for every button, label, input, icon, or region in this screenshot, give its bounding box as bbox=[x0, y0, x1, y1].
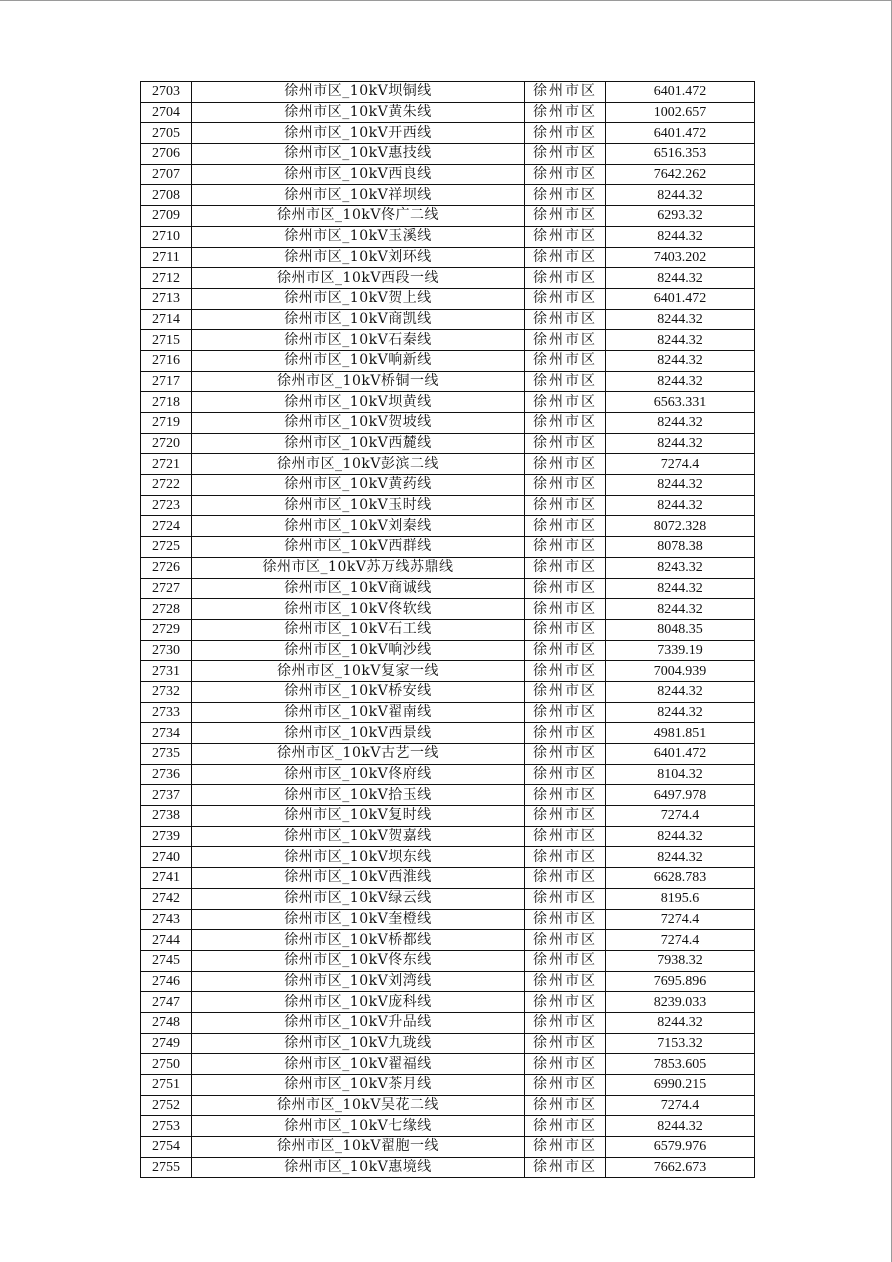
region-cell: 徐州市区 bbox=[525, 475, 606, 496]
row-id-cell: 2717 bbox=[141, 371, 192, 392]
value-cell: 6401.472 bbox=[606, 123, 755, 144]
line-name-cell: 徐州市区_10kV西群线 bbox=[192, 537, 525, 558]
region-cell: 徐州市区 bbox=[525, 1033, 606, 1054]
region-cell: 徐州市区 bbox=[525, 516, 606, 537]
row-id-cell: 2714 bbox=[141, 309, 192, 330]
value-cell: 7642.262 bbox=[606, 164, 755, 185]
line-name-cell: 徐州市区_10kV苏万线苏鼎线 bbox=[192, 557, 525, 578]
value-cell: 8078.38 bbox=[606, 537, 755, 558]
value-cell: 7274.4 bbox=[606, 909, 755, 930]
line-name-cell: 徐州市区_10kV刘湾线 bbox=[192, 971, 525, 992]
value-cell: 8244.32 bbox=[606, 433, 755, 454]
table-row bbox=[141, 371, 755, 392]
region-cell: 徐州市区 bbox=[525, 1054, 606, 1075]
region-cell: 徐州市区 bbox=[525, 619, 606, 640]
value-cell: 6628.783 bbox=[606, 868, 755, 889]
row-id-cell: 2754 bbox=[141, 1137, 192, 1158]
line-name-cell: 徐州市区_10kV开西线 bbox=[192, 123, 525, 144]
value-cell: 8244.32 bbox=[606, 350, 755, 371]
table-row bbox=[141, 847, 755, 868]
line-name-cell: 徐州市区_10kV佟府线 bbox=[192, 764, 525, 785]
value-cell: 8244.32 bbox=[606, 330, 755, 351]
table-row bbox=[141, 1137, 755, 1158]
region-cell: 徐州市区 bbox=[525, 226, 606, 247]
value-cell: 7274.4 bbox=[606, 454, 755, 475]
row-id-cell: 2738 bbox=[141, 806, 192, 827]
table-row bbox=[141, 868, 755, 889]
region-cell: 徐州市区 bbox=[525, 123, 606, 144]
region-cell: 徐州市区 bbox=[525, 888, 606, 909]
region-cell: 徐州市区 bbox=[525, 661, 606, 682]
line-name-cell: 徐州市区_10kV坝黄线 bbox=[192, 392, 525, 413]
region-cell: 徐州市区 bbox=[525, 206, 606, 227]
row-id-cell: 2708 bbox=[141, 185, 192, 206]
row-id-cell: 2705 bbox=[141, 123, 192, 144]
value-cell: 6579.976 bbox=[606, 1137, 755, 1158]
line-name-cell: 徐州市区_10kV庞科线 bbox=[192, 992, 525, 1013]
line-name-cell: 徐州市区_10kV桥都线 bbox=[192, 930, 525, 951]
line-name-cell: 徐州市区_10kV翟南线 bbox=[192, 702, 525, 723]
region-cell: 徐州市区 bbox=[525, 992, 606, 1013]
region-cell: 徐州市区 bbox=[525, 950, 606, 971]
table-row bbox=[141, 288, 755, 309]
table-row bbox=[141, 806, 755, 827]
value-cell: 1002.657 bbox=[606, 102, 755, 123]
value-cell: 8244.32 bbox=[606, 413, 755, 434]
value-cell: 7853.605 bbox=[606, 1054, 755, 1075]
table-row bbox=[141, 909, 755, 930]
row-id-cell: 2739 bbox=[141, 826, 192, 847]
value-cell: 4981.851 bbox=[606, 723, 755, 744]
table-row bbox=[141, 557, 755, 578]
table-row bbox=[141, 1012, 755, 1033]
region-cell: 徐州市区 bbox=[525, 826, 606, 847]
region-cell: 徐州市区 bbox=[525, 1095, 606, 1116]
region-cell: 徐州市区 bbox=[525, 1012, 606, 1033]
table-row bbox=[141, 1075, 755, 1096]
row-id-cell: 2753 bbox=[141, 1116, 192, 1137]
line-data-table bbox=[140, 81, 755, 1178]
value-cell: 8244.32 bbox=[606, 578, 755, 599]
value-cell: 6990.215 bbox=[606, 1075, 755, 1096]
line-name-cell: 徐州市区_10kV绿云线 bbox=[192, 888, 525, 909]
row-id-cell: 2732 bbox=[141, 681, 192, 702]
table-row bbox=[141, 247, 755, 268]
region-cell: 徐州市区 bbox=[525, 185, 606, 206]
value-cell: 8244.32 bbox=[606, 309, 755, 330]
value-cell: 6401.472 bbox=[606, 744, 755, 765]
table-row bbox=[141, 826, 755, 847]
value-cell: 6401.472 bbox=[606, 288, 755, 309]
table-row bbox=[141, 495, 755, 516]
value-cell: 6293.32 bbox=[606, 206, 755, 227]
region-cell: 徐州市区 bbox=[525, 268, 606, 289]
table-row bbox=[141, 516, 755, 537]
row-id-cell: 2703 bbox=[141, 82, 192, 103]
line-name-cell: 徐州市区_10kV黄药线 bbox=[192, 475, 525, 496]
line-name-cell: 徐州市区_10kV黄朱线 bbox=[192, 102, 525, 123]
table-row bbox=[141, 640, 755, 661]
region-cell: 徐州市区 bbox=[525, 309, 606, 330]
value-cell: 8244.32 bbox=[606, 681, 755, 702]
row-id-cell: 2747 bbox=[141, 992, 192, 1013]
row-id-cell: 2709 bbox=[141, 206, 192, 227]
table-row bbox=[141, 226, 755, 247]
line-name-cell: 徐州市区_10kV西景线 bbox=[192, 723, 525, 744]
line-name-cell: 徐州市区_10kV惠境线 bbox=[192, 1157, 525, 1178]
table-row bbox=[141, 1116, 755, 1137]
region-cell: 徐州市区 bbox=[525, 247, 606, 268]
table-row bbox=[141, 537, 755, 558]
value-cell: 8244.32 bbox=[606, 826, 755, 847]
table-row bbox=[141, 123, 755, 144]
region-cell: 徐州市区 bbox=[525, 350, 606, 371]
line-name-cell: 徐州市区_10kV复时线 bbox=[192, 806, 525, 827]
line-name-cell: 徐州市区_10kV坝东线 bbox=[192, 847, 525, 868]
table-row bbox=[141, 309, 755, 330]
table-row bbox=[141, 992, 755, 1013]
line-name-cell: 徐州市区_10kV商诚线 bbox=[192, 578, 525, 599]
value-cell: 8104.32 bbox=[606, 764, 755, 785]
line-name-cell: 徐州市区_10kV响沙线 bbox=[192, 640, 525, 661]
value-cell: 6516.353 bbox=[606, 144, 755, 165]
line-name-cell: 徐州市区_10kV拾玉线 bbox=[192, 785, 525, 806]
table-row bbox=[141, 744, 755, 765]
row-id-cell: 2721 bbox=[141, 454, 192, 475]
page-top-border bbox=[0, 0, 892, 1]
table-row bbox=[141, 268, 755, 289]
value-cell: 7274.4 bbox=[606, 1095, 755, 1116]
region-cell: 徐州市区 bbox=[525, 371, 606, 392]
row-id-cell: 2748 bbox=[141, 1012, 192, 1033]
row-id-cell: 2730 bbox=[141, 640, 192, 661]
row-id-cell: 2729 bbox=[141, 619, 192, 640]
table-row bbox=[141, 930, 755, 951]
table-row bbox=[141, 950, 755, 971]
row-id-cell: 2751 bbox=[141, 1075, 192, 1096]
region-cell: 徐州市区 bbox=[525, 102, 606, 123]
region-cell: 徐州市区 bbox=[525, 1116, 606, 1137]
value-cell: 8239.033 bbox=[606, 992, 755, 1013]
row-id-cell: 2746 bbox=[141, 971, 192, 992]
region-cell: 徐州市区 bbox=[525, 764, 606, 785]
line-name-cell: 徐州市区_10kV坝铜线 bbox=[192, 82, 525, 103]
row-id-cell: 2740 bbox=[141, 847, 192, 868]
region-cell: 徐州市区 bbox=[525, 557, 606, 578]
row-id-cell: 2749 bbox=[141, 1033, 192, 1054]
value-cell: 7695.896 bbox=[606, 971, 755, 992]
table-body bbox=[141, 82, 755, 1178]
value-cell: 8244.32 bbox=[606, 1116, 755, 1137]
row-id-cell: 2726 bbox=[141, 557, 192, 578]
row-id-cell: 2725 bbox=[141, 537, 192, 558]
table-row bbox=[141, 475, 755, 496]
value-cell: 8244.32 bbox=[606, 475, 755, 496]
value-cell: 8244.32 bbox=[606, 599, 755, 620]
row-id-cell: 2724 bbox=[141, 516, 192, 537]
region-cell: 徐州市区 bbox=[525, 785, 606, 806]
value-cell: 8072.328 bbox=[606, 516, 755, 537]
line-name-cell: 徐州市区_10kV祥坝线 bbox=[192, 185, 525, 206]
region-cell: 徐州市区 bbox=[525, 971, 606, 992]
table-row bbox=[141, 350, 755, 371]
line-name-cell: 徐州市区_10kV西麓线 bbox=[192, 433, 525, 454]
value-cell: 8244.32 bbox=[606, 226, 755, 247]
row-id-cell: 2716 bbox=[141, 350, 192, 371]
table-row bbox=[141, 1054, 755, 1075]
region-cell: 徐州市区 bbox=[525, 847, 606, 868]
region-cell: 徐州市区 bbox=[525, 82, 606, 103]
line-name-cell: 徐州市区_10kV桥铜一线 bbox=[192, 371, 525, 392]
value-cell: 6401.472 bbox=[606, 82, 755, 103]
region-cell: 徐州市区 bbox=[525, 868, 606, 889]
region-cell: 徐州市区 bbox=[525, 1137, 606, 1158]
row-id-cell: 2722 bbox=[141, 475, 192, 496]
table-row bbox=[141, 1157, 755, 1178]
value-cell: 8195.6 bbox=[606, 888, 755, 909]
row-id-cell: 2750 bbox=[141, 1054, 192, 1075]
line-name-cell: 徐州市区_10kV西段一线 bbox=[192, 268, 525, 289]
line-name-cell: 徐州市区_10kV贺嘉线 bbox=[192, 826, 525, 847]
region-cell: 徐州市区 bbox=[525, 909, 606, 930]
row-id-cell: 2736 bbox=[141, 764, 192, 785]
value-cell: 8244.32 bbox=[606, 702, 755, 723]
region-cell: 徐州市区 bbox=[525, 1157, 606, 1178]
line-name-cell: 徐州市区_10kV石秦线 bbox=[192, 330, 525, 351]
region-cell: 徐州市区 bbox=[525, 392, 606, 413]
table-row bbox=[141, 164, 755, 185]
row-id-cell: 2755 bbox=[141, 1157, 192, 1178]
line-name-cell: 徐州市区_10kV吴花二线 bbox=[192, 1095, 525, 1116]
value-cell: 7339.19 bbox=[606, 640, 755, 661]
line-name-cell: 徐州市区_10kV翟胞一线 bbox=[192, 1137, 525, 1158]
region-cell: 徐州市区 bbox=[525, 144, 606, 165]
line-name-cell: 徐州市区_10kV石工线 bbox=[192, 619, 525, 640]
line-name-cell: 徐州市区_10kV刘环线 bbox=[192, 247, 525, 268]
value-cell: 8244.32 bbox=[606, 268, 755, 289]
value-cell: 7153.32 bbox=[606, 1033, 755, 1054]
row-id-cell: 2713 bbox=[141, 288, 192, 309]
value-cell: 6497.978 bbox=[606, 785, 755, 806]
table-row bbox=[141, 1033, 755, 1054]
line-name-cell: 徐州市区_10kV商凯线 bbox=[192, 309, 525, 330]
line-name-cell: 徐州市区_10kV西良线 bbox=[192, 164, 525, 185]
row-id-cell: 2735 bbox=[141, 744, 192, 765]
table-row bbox=[141, 702, 755, 723]
table-row bbox=[141, 82, 755, 103]
row-id-cell: 2743 bbox=[141, 909, 192, 930]
line-name-cell: 徐州市区_10kV西淮线 bbox=[192, 868, 525, 889]
row-id-cell: 2707 bbox=[141, 164, 192, 185]
value-cell: 8244.32 bbox=[606, 1012, 755, 1033]
line-name-cell: 徐州市区_10kV贺上线 bbox=[192, 288, 525, 309]
region-cell: 徐州市区 bbox=[525, 744, 606, 765]
table-row bbox=[141, 413, 755, 434]
table-row bbox=[141, 681, 755, 702]
value-cell: 8244.32 bbox=[606, 371, 755, 392]
region-cell: 徐州市区 bbox=[525, 723, 606, 744]
value-cell: 7274.4 bbox=[606, 806, 755, 827]
region-cell: 徐州市区 bbox=[525, 681, 606, 702]
row-id-cell: 2712 bbox=[141, 268, 192, 289]
region-cell: 徐州市区 bbox=[525, 288, 606, 309]
region-cell: 徐州市区 bbox=[525, 330, 606, 351]
table-row bbox=[141, 578, 755, 599]
line-name-cell: 徐州市区_10kV佟广二线 bbox=[192, 206, 525, 227]
table-row bbox=[141, 764, 755, 785]
table-row bbox=[141, 888, 755, 909]
region-cell: 徐州市区 bbox=[525, 454, 606, 475]
row-id-cell: 2711 bbox=[141, 247, 192, 268]
line-name-cell: 徐州市区_10kV响新线 bbox=[192, 350, 525, 371]
table-row bbox=[141, 723, 755, 744]
row-id-cell: 2728 bbox=[141, 599, 192, 620]
table-row bbox=[141, 971, 755, 992]
row-id-cell: 2720 bbox=[141, 433, 192, 454]
region-cell: 徐州市区 bbox=[525, 164, 606, 185]
value-cell: 7274.4 bbox=[606, 930, 755, 951]
value-cell: 8244.32 bbox=[606, 185, 755, 206]
row-id-cell: 2741 bbox=[141, 868, 192, 889]
region-cell: 徐州市区 bbox=[525, 702, 606, 723]
line-name-cell: 徐州市区_10kV贺坡线 bbox=[192, 413, 525, 434]
row-id-cell: 2704 bbox=[141, 102, 192, 123]
table-row bbox=[141, 102, 755, 123]
row-id-cell: 2727 bbox=[141, 578, 192, 599]
line-name-cell: 徐州市区_10kV升品线 bbox=[192, 1012, 525, 1033]
region-cell: 徐州市区 bbox=[525, 599, 606, 620]
line-name-cell: 徐州市区_10kV刘秦线 bbox=[192, 516, 525, 537]
row-id-cell: 2706 bbox=[141, 144, 192, 165]
line-name-cell: 徐州市区_10kV桥安线 bbox=[192, 681, 525, 702]
value-cell: 7938.32 bbox=[606, 950, 755, 971]
region-cell: 徐州市区 bbox=[525, 930, 606, 951]
row-id-cell: 2737 bbox=[141, 785, 192, 806]
line-name-cell: 徐州市区_10kV惠技线 bbox=[192, 144, 525, 165]
line-name-cell: 徐州市区_10kV玉时线 bbox=[192, 495, 525, 516]
line-name-cell: 徐州市区_10kV古艺一线 bbox=[192, 744, 525, 765]
table-row bbox=[141, 433, 755, 454]
table-row bbox=[141, 185, 755, 206]
line-name-cell: 徐州市区_10kV奎橙线 bbox=[192, 909, 525, 930]
line-name-cell: 徐州市区_10kV九珑线 bbox=[192, 1033, 525, 1054]
region-cell: 徐州市区 bbox=[525, 578, 606, 599]
value-cell: 6563.331 bbox=[606, 392, 755, 413]
region-cell: 徐州市区 bbox=[525, 433, 606, 454]
table-row bbox=[141, 1095, 755, 1116]
table-row bbox=[141, 785, 755, 806]
table-row bbox=[141, 392, 755, 413]
value-cell: 8244.32 bbox=[606, 495, 755, 516]
value-cell: 8244.32 bbox=[606, 847, 755, 868]
value-cell: 8048.35 bbox=[606, 619, 755, 640]
region-cell: 徐州市区 bbox=[525, 640, 606, 661]
row-id-cell: 2718 bbox=[141, 392, 192, 413]
region-cell: 徐州市区 bbox=[525, 1075, 606, 1096]
row-id-cell: 2719 bbox=[141, 413, 192, 434]
table-row bbox=[141, 661, 755, 682]
row-id-cell: 2715 bbox=[141, 330, 192, 351]
table-row bbox=[141, 619, 755, 640]
table-row bbox=[141, 144, 755, 165]
row-id-cell: 2745 bbox=[141, 950, 192, 971]
line-name-cell: 徐州市区_10kV复家一线 bbox=[192, 661, 525, 682]
row-id-cell: 2744 bbox=[141, 930, 192, 951]
value-cell: 7403.202 bbox=[606, 247, 755, 268]
value-cell: 7004.939 bbox=[606, 661, 755, 682]
row-id-cell: 2723 bbox=[141, 495, 192, 516]
region-cell: 徐州市区 bbox=[525, 413, 606, 434]
line-name-cell: 徐州市区_10kV翟福线 bbox=[192, 1054, 525, 1075]
row-id-cell: 2733 bbox=[141, 702, 192, 723]
region-cell: 徐州市区 bbox=[525, 537, 606, 558]
value-cell: 8243.32 bbox=[606, 557, 755, 578]
line-name-cell: 徐州市区_10kV茶月线 bbox=[192, 1075, 525, 1096]
line-name-cell: 徐州市区_10kV佟软线 bbox=[192, 599, 525, 620]
table-row bbox=[141, 599, 755, 620]
line-name-cell: 徐州市区_10kV佟东线 bbox=[192, 950, 525, 971]
region-cell: 徐州市区 bbox=[525, 806, 606, 827]
row-id-cell: 2752 bbox=[141, 1095, 192, 1116]
table-row bbox=[141, 454, 755, 475]
line-name-cell: 徐州市区_10kV玉溪线 bbox=[192, 226, 525, 247]
table-row bbox=[141, 206, 755, 227]
row-id-cell: 2731 bbox=[141, 661, 192, 682]
row-id-cell: 2742 bbox=[141, 888, 192, 909]
row-id-cell: 2734 bbox=[141, 723, 192, 744]
value-cell: 7662.673 bbox=[606, 1157, 755, 1178]
line-name-cell: 徐州市区_10kV彭滨二线 bbox=[192, 454, 525, 475]
row-id-cell: 2710 bbox=[141, 226, 192, 247]
table-row bbox=[141, 330, 755, 351]
region-cell: 徐州市区 bbox=[525, 495, 606, 516]
line-name-cell: 徐州市区_10kV七缘线 bbox=[192, 1116, 525, 1137]
